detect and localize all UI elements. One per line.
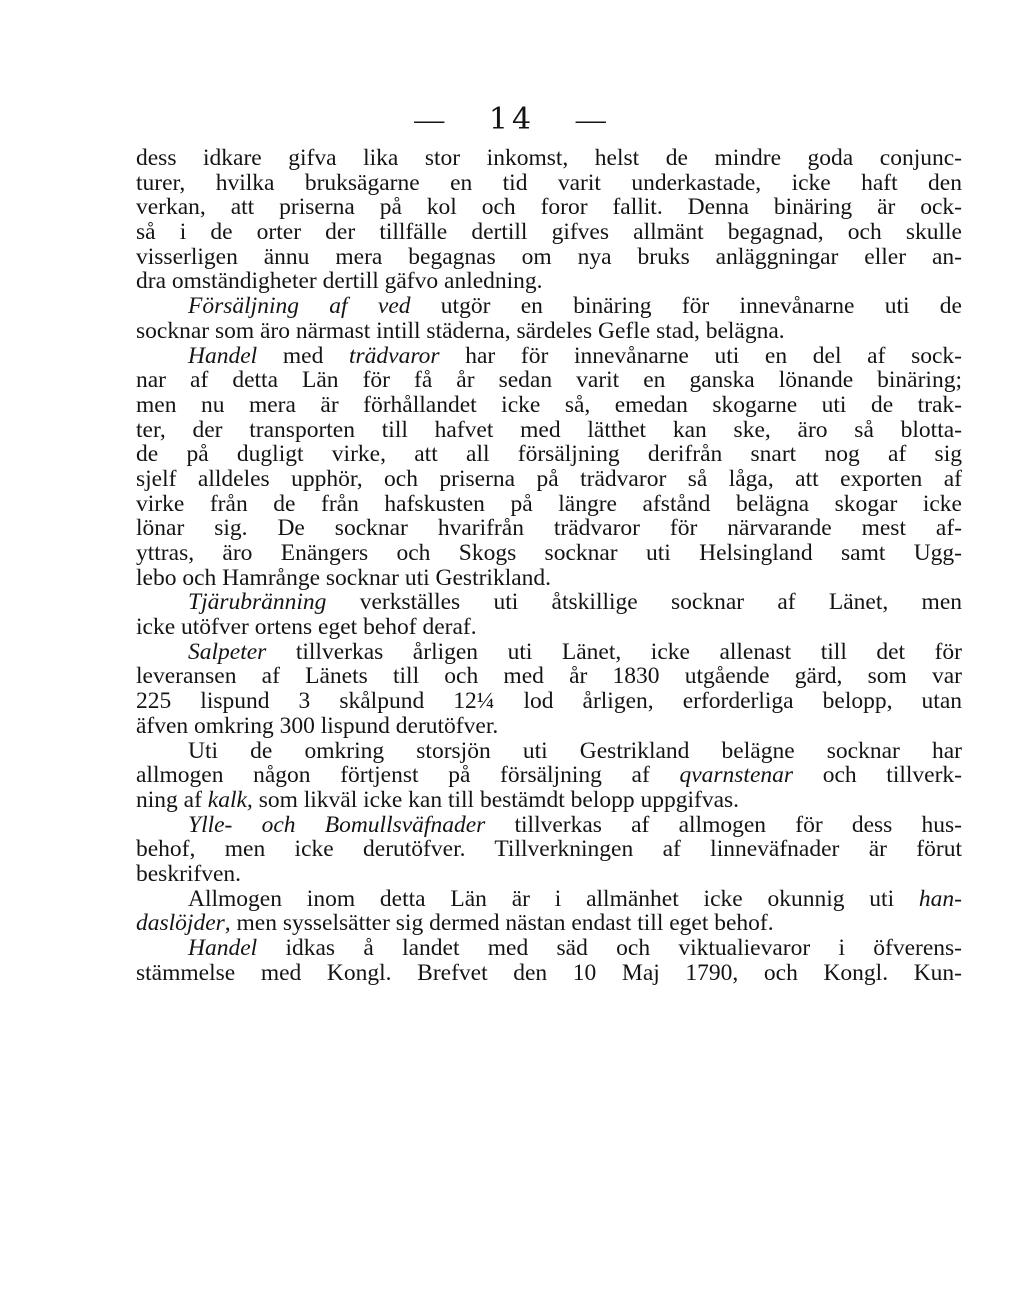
text-segment: lebo och Hamrånge socknar uti Gestrikland. [136, 564, 552, 591]
header-dash-right: — [575, 103, 610, 136]
text-line [136, 220, 962, 245]
text-line [136, 393, 962, 418]
text-segment: Uti de omkring storsjön uti Gestrikland belägne socknar har [188, 737, 962, 764]
text-line [136, 245, 962, 270]
text-segment: , men sysselsätter sig dermed nästan endast till eget behof. [224, 910, 774, 937]
text-line [136, 615, 962, 640]
text-line [136, 541, 962, 566]
text-line [136, 739, 962, 764]
text-segment: utgör en binäring för innevånarne uti de [410, 293, 962, 320]
text-line [136, 590, 962, 615]
italic-term: Ylle- och Bomullsväfnader [188, 811, 486, 838]
text-segment: lönar sig. De socknar hvarifrån trädvaror för närvarande mest af- [136, 515, 962, 542]
text-segment: sjelf alldeles upphör, och priserna på trädvaror så låga, att exporten af [136, 465, 962, 492]
text-line [136, 195, 962, 220]
text-segment: dra omständigheter dertill gäfvo anledning. [136, 268, 543, 295]
text-segment: virke från de från hafskusten på längre afstånd belägna skogar icke [136, 490, 962, 517]
text-line [136, 664, 962, 689]
text-segment: tillverkas af allmogen för dess hus- [485, 811, 962, 838]
italic-term: kalk, [207, 786, 253, 813]
body-text [136, 146, 962, 985]
italic-term: han- [918, 885, 962, 912]
text-line [136, 961, 962, 986]
italic-term: daslöjder [136, 910, 225, 937]
text-segment: leveransen af Länets till och med år 1830 utgående gärd, som var [136, 663, 962, 690]
text-line [136, 492, 962, 517]
text-segment: ter, der transporten till hafvet med lätthet kan ske, äro så blotta- [136, 416, 962, 443]
text-segment: äfven omkring 300 lispund derutöfver. [136, 712, 499, 739]
text-line [136, 516, 962, 541]
text-line [136, 294, 962, 319]
text-segment: beskrifven. [136, 860, 242, 887]
text-segment: 225 lispund 3 skålpund 12¼ lod årligen, erforderliga belopp, utan [136, 688, 962, 715]
italic-term: Handel [188, 342, 258, 369]
italic-term: trädvaror [349, 342, 440, 369]
text-line [136, 640, 962, 665]
header-dash-left: — [414, 103, 449, 136]
text-segment: verkan, att priserna på kol och foror fallit. Denna binäring är ock- [136, 194, 962, 221]
text-line [136, 467, 962, 492]
text-line [136, 689, 962, 714]
page-number: 14 [488, 102, 536, 137]
text-line [136, 344, 962, 369]
text-segment: yttras, äro Enängers och Skogs socknar uti Helsingland samt Ugg- [136, 540, 962, 566]
text-segment: behof, men icke derutöfver. Tillverkningen af linneväfnader är förut [136, 836, 962, 863]
text-segment: Allmogen inom detta Län är i allmänhet icke okunnig uti [188, 885, 919, 912]
text-line [136, 418, 962, 443]
text-segment: men nu mera är förhållandet icke så, emedan skogarne uti de trak- [136, 391, 962, 418]
text-segment: som likväl icke kan till bestämdt belopp uppgifvas. [252, 786, 740, 813]
text-segment: tillverkas årligen uti Länet, icke allenast till det för [266, 638, 962, 665]
text-line [136, 911, 962, 936]
text-line [136, 319, 962, 344]
text-segment: idkas å landet med säd och viktualievaror i öfverens- [257, 935, 962, 961]
text-segment: dess idkare gifva lika stor inkomst, helst de mindre goda conjunc- [136, 145, 962, 171]
text-segment: turer, hvilka bruksägarne en tid varit underkastade, icke haft den [136, 169, 962, 196]
text-line [136, 566, 962, 591]
text-line [136, 368, 962, 393]
text-segment: nar af detta Län för få år sedan varit en ganska lönande binäring; [136, 367, 962, 394]
text-segment: och tillverk- [793, 762, 962, 789]
italic-term: qvarnstenar [679, 762, 794, 789]
italic-term: Försäljning af ved [188, 293, 411, 320]
text-line [136, 837, 962, 862]
text-line [136, 171, 962, 196]
text-segment: ning af [136, 786, 208, 813]
italic-term: Tjärubränning [188, 589, 327, 616]
text-segment: allmogen någon förtjenst på försäljning af [136, 762, 680, 789]
text-segment: de på dugligt virke, att all försäljning derifrån snart nog af sig [136, 441, 962, 468]
text-segment: så i de orter der tillfälle dertill gifves allmänt begagnad, och skulle [136, 219, 962, 246]
text-line [136, 862, 962, 887]
text-segment: med [257, 342, 349, 369]
text-line [136, 813, 962, 838]
text-segment: stämmelse med Kongl. Brefvet den 10 Maj 1790, och Kongl. Kun- [136, 959, 962, 986]
text-segment: verkställes uti åtskillige socknar af Länet, men [326, 589, 962, 616]
text-segment: har för innevånarne uti en del af sock- [439, 342, 962, 369]
page-header [0, 102, 1024, 137]
text-line [136, 887, 962, 912]
text-line [136, 763, 962, 788]
text-segment: visserligen ännu mera begagnas om nya bruks anläggningar eller an- [136, 243, 962, 270]
text-line [136, 269, 962, 294]
text-line [136, 714, 962, 739]
text-segment: icke utöfver ortens eget behof deraf. [136, 614, 477, 641]
text-line [136, 442, 962, 467]
italic-term: Handel [188, 935, 258, 961]
text-line [136, 788, 962, 813]
text-line [136, 936, 962, 961]
italic-term: Salpeter [188, 638, 267, 665]
text-line [136, 146, 962, 171]
text-segment: socknar som äro närmast intill städerna, särdeles Gefle stad, belägna. [136, 317, 785, 344]
